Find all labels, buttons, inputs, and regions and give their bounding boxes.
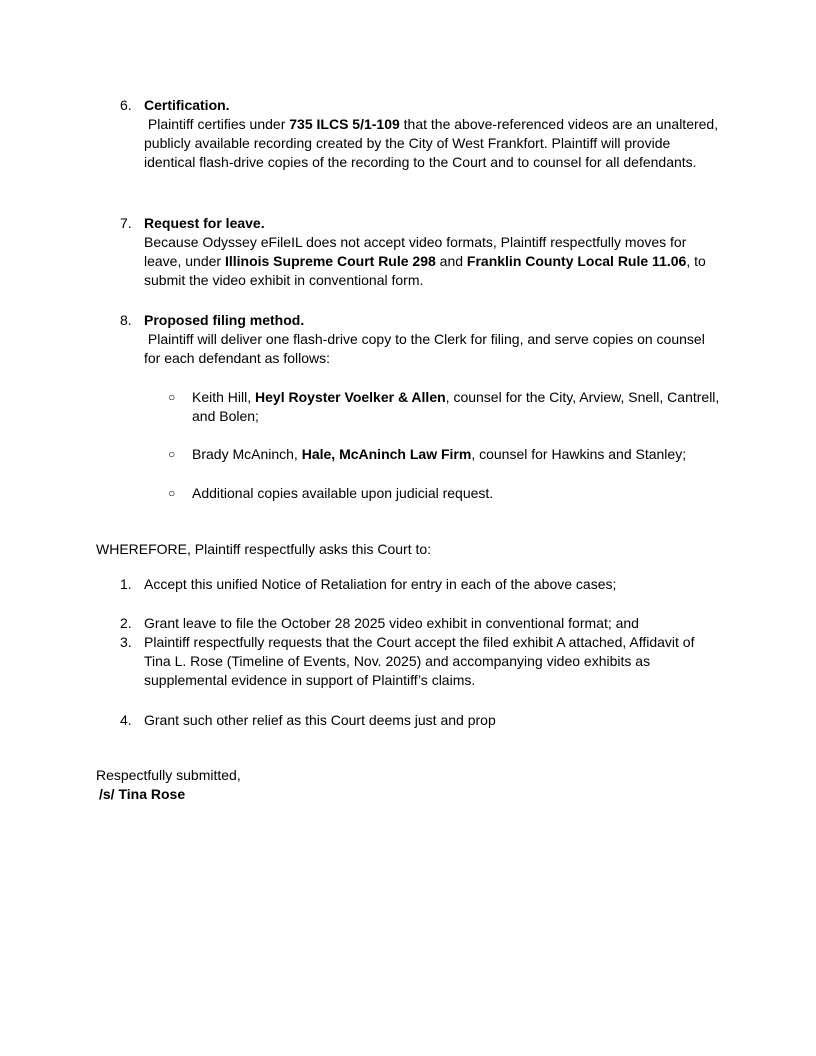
paragraph-text: Plaintiff will deliver one flash-drive copy to the Clerk for filing, and serve copies on counsel for each defendant as follows:: [144, 331, 709, 366]
relief-request-3: [120, 633, 720, 690]
paragraph-number: 6.: [120, 97, 132, 113]
numbered-paragraph-8: [120, 311, 720, 368]
request-number: 3.: [120, 634, 132, 650]
paragraph-heading: Certification.: [144, 97, 230, 113]
paragraph-number: 8.: [120, 312, 132, 328]
relief-request-4: [120, 711, 720, 730]
service-list-item: ○ Additional copies available upon judicial request.: [168, 485, 494, 501]
hollow-circle-bullet-icon: ○: [168, 390, 176, 404]
paragraph-heading: Proposed filing method.: [144, 312, 305, 328]
relief-request-2: [120, 614, 720, 633]
paragraph-text: Because Odyssey eFileIL does not accept video formats, Plaintiff respectfully moves for leave, under Illinois Supreme Court Rule 298 and Franklin County Local Rule 11.06, to submit the video exhibit in conventional form.: [144, 234, 706, 288]
signature: /s/ Tina Rose: [99, 786, 186, 802]
numbered-paragraph-7: [120, 214, 720, 290]
numbered-paragraph-6: [120, 96, 720, 172]
hollow-circle-bullet-icon: ○: [168, 486, 176, 500]
closing-line: Respectfully submitted,: [96, 767, 241, 783]
request-text: Grant leave to file the October 28 2025 video exhibit in conventional format; and: [144, 615, 639, 631]
paragraph-text: Plaintiff certifies under 735 ILCS 5/1-109 that the above-referenced videos are an unaltered, publicly available recording created by the City of West Frankfort. Plaintiff will provide identical flash-drive copies of the recording to the Court and to counsel for all defendants.: [144, 116, 719, 170]
relief-request-1: [120, 575, 720, 594]
request-text: Plaintiff respectfully requests that the Court accept the filed exhibit A attached, Affidavit of Tina L. Rose (Timeline of Events, Nov. 2025) and accompanying video exhibits as supplemental evidence in support of Plaintiff’s claims.: [144, 634, 695, 688]
request-text: Accept this unified Notice of Retaliation for entry in each of the above cases;: [144, 576, 617, 592]
paragraph-number: 7.: [120, 215, 132, 231]
paragraph-heading: Request for leave.: [144, 215, 265, 231]
hollow-circle-bullet-icon: ○: [168, 447, 176, 461]
service-list-item: ○ Brady McAninch, Hale, McAninch Law Firm, counsel for Hawkins and Stanley;: [168, 446, 687, 462]
request-text: Grant such other relief as this Court deems just and prop: [144, 712, 496, 728]
request-number: 4.: [120, 712, 132, 728]
request-number: 2.: [120, 615, 132, 631]
wherefore-clause: WHEREFORE, Plaintiff respectfully asks this Court to:: [96, 541, 432, 557]
service-list-item: ○ Keith Hill, Heyl Royster Voelker & Allen, counsel for the City, Arview, Snell, Cantrell, and Bolen;: [168, 389, 720, 424]
request-number: 1.: [120, 576, 132, 592]
